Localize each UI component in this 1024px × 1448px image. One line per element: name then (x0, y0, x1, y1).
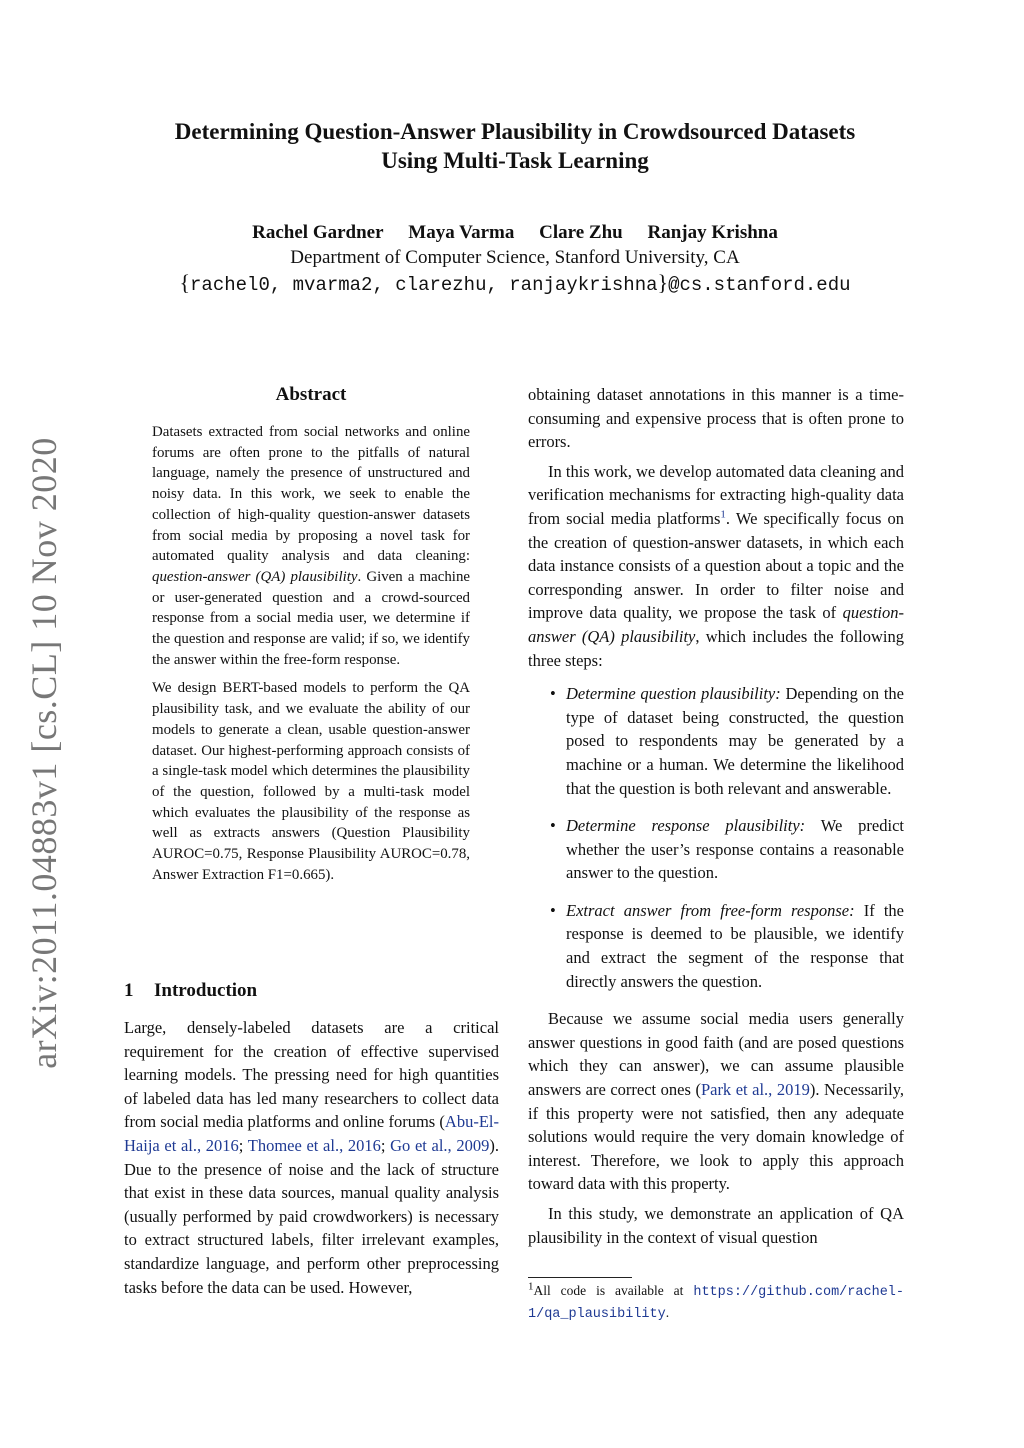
author-name: Ranjay Krishna (647, 222, 778, 243)
citation-link[interactable]: Park et al., 2019 (700, 1080, 810, 1100)
footnote (528, 1281, 904, 1325)
bullet-mark: • (550, 900, 556, 920)
list-item-title: Determine question plausibility: (566, 684, 781, 704)
intro-paragraph (124, 1016, 499, 1299)
github-url-link[interactable]: https://github.com/rachel-1/qa_plausibility (528, 1285, 904, 1322)
arxiv-identifier-text: arXiv:2011.04883v1 [cs.CL] 10 Nov 2020 (24, 436, 64, 1069)
right-paragraph-2 (528, 460, 904, 672)
introduction-body (124, 1016, 499, 1299)
intro-text: Large, densely-labeled datasets are a critical requirement for the creation of effective supervised learning models. The pressing need for high quantities of labeled data has led many researchers to collect data from social media platforms and online forums ( (124, 1018, 499, 1132)
section-title: Introduction (154, 980, 258, 1001)
abstract-text: Datasets extracted from social networks and online forums are often prone to the pitfalls of natural language, namely the presence of unstructured and noisy data. In this work, we seek to enable the collection of high-quality question-answer datasets from social media by proposing a novel task for automated quality analysis and data cleaning: (152, 424, 470, 565)
footnote-text: All code is available at (533, 1283, 694, 1298)
citation-link[interactable]: Thomee et al., 2016 (247, 1135, 381, 1155)
list-item-text: We predict whether the user’s response contains a reasonable answer to the question. (566, 816, 904, 883)
title-line-1: Determining Question-Answer Plausibility in Crowdsourced Datasets (174, 119, 856, 144)
paper-title (120, 117, 910, 175)
right-paragraph-1: obtaining dataset annotations in this manner is a time-consuming and expensive process that is often prone to errors. (528, 385, 904, 452)
bullet-mark: • (550, 816, 556, 836)
list-item-title: Determine response plausibility: (566, 816, 806, 836)
footnote-divider (528, 1277, 632, 1278)
list-item-title: Extract answer from free-form response: (566, 900, 855, 920)
author-name: Clare Zhu (539, 222, 623, 243)
list-item (550, 814, 904, 885)
list-item (550, 682, 904, 800)
body-text: , which includes the following three steps: (528, 626, 905, 670)
email-brace-close: } (657, 270, 669, 295)
list-item-text: If the response is deemed to be plausible, we identify and extract the segment of the response that directly answers the question. (566, 900, 904, 991)
abstract-heading: Abstract (275, 384, 347, 405)
affiliation: Department of Computer Science, Stanford University, CA (290, 247, 740, 268)
section-number: 1 (124, 980, 134, 1001)
email-usernames: rachel0, mvarma2, clarezhu, ranjaykrishna (190, 274, 658, 296)
body-text: ). Necessarily, if this property were not satisfied, then any adequate solutions would require the very domain knowledge of interest. Therefore, we look to apply this approach toward data with this property. (528, 1080, 905, 1194)
citation-link[interactable]: Go et al., 2009 (390, 1135, 490, 1155)
author-name: Rachel Gardner (252, 222, 384, 243)
section-heading-introduction (124, 978, 499, 1004)
abstract-paragraph-2: We design BERT-based models to perform the QA plausibility task, and we evaluate the ability of our models to generate a clean, usable question-answer dataset. Our highest-performing approach consists of a single-task model which determines the plausibility of the question, followed by a multi-task model which evaluates the plausibility of the response as well as extracts answers (Question Plausibility AUROC=0.75, Response Plausibility AUROC=0.78, Answer Extraction F1=0.665). (152, 680, 470, 883)
footnote-end: . (665, 1305, 670, 1320)
arxiv-identifier (14, 436, 74, 1069)
citation-separator: ; (380, 1135, 391, 1155)
body-text: . We specifically focus on the creation of question-answer datasets, in which each data instance consists of a question about a topic and the corresponding answer. In order to filter noise and improve data quality, we propose the task of (528, 508, 904, 623)
email-brace-open: { (179, 270, 191, 295)
qa-plausibility-term: question-answer (QA) plausibility (528, 603, 904, 646)
author-list (120, 220, 910, 246)
abstract-text: . Given a machine or user-generated question and a crowd-sourced response from a social media user, we determine if the question and response are valid; if so, we identify the answer within the free-form response. (152, 568, 470, 668)
author-name: Maya Varma (408, 222, 515, 243)
body-text: Because we assume social media users generally answer questions in good faith (and are posed questions which they can answer), we can assume plausible answers are correct ones ( (528, 1009, 904, 1100)
abstract-term: question-answer (QA) plausibility (152, 568, 358, 585)
list-item-text: Depending on the type of dataset being constructed, the question posed to respondents may be generated by a machine or a human. We determine the likelihood that the question is both relevant and answerable. (566, 684, 904, 798)
author-emails (120, 270, 910, 298)
abstract-paragraph-1 (152, 422, 470, 670)
title-line-2: Using Multi-Task Learning (381, 148, 649, 173)
abstract-body (152, 422, 470, 893)
list-item (550, 899, 904, 993)
body-text: In this work, we develop automated data cleaning and verification mechanisms for extracting high-quality data from social media platforms (528, 461, 905, 528)
email-domain: @cs.stanford.edu (668, 274, 851, 296)
right-paragraph-3 (528, 1007, 904, 1196)
right-column (528, 383, 904, 1249)
citation-separator: ; (238, 1135, 248, 1155)
right-paragraph-4: In this study, we demonstrate an application of QA plausibility in the context of visual question (528, 1204, 904, 1247)
footnote-reference[interactable]: 1 (720, 508, 726, 521)
footnote-mark: 1 (528, 1280, 534, 1293)
citation-link[interactable]: Abu-El-Haija et al., 2016 (124, 1112, 499, 1155)
intro-text: ). Due to the presence of noise and the lack of structure that exist in these data sources, manual quality analysis (usually performed by paid crowdworkers) is necessary to extract structured labels, filter irrelevant examples, standardize language, and perform other preprocessing tasks before the data can be used. However, (124, 1135, 499, 1297)
steps-list (528, 682, 904, 993)
bullet-mark: • (550, 684, 556, 704)
